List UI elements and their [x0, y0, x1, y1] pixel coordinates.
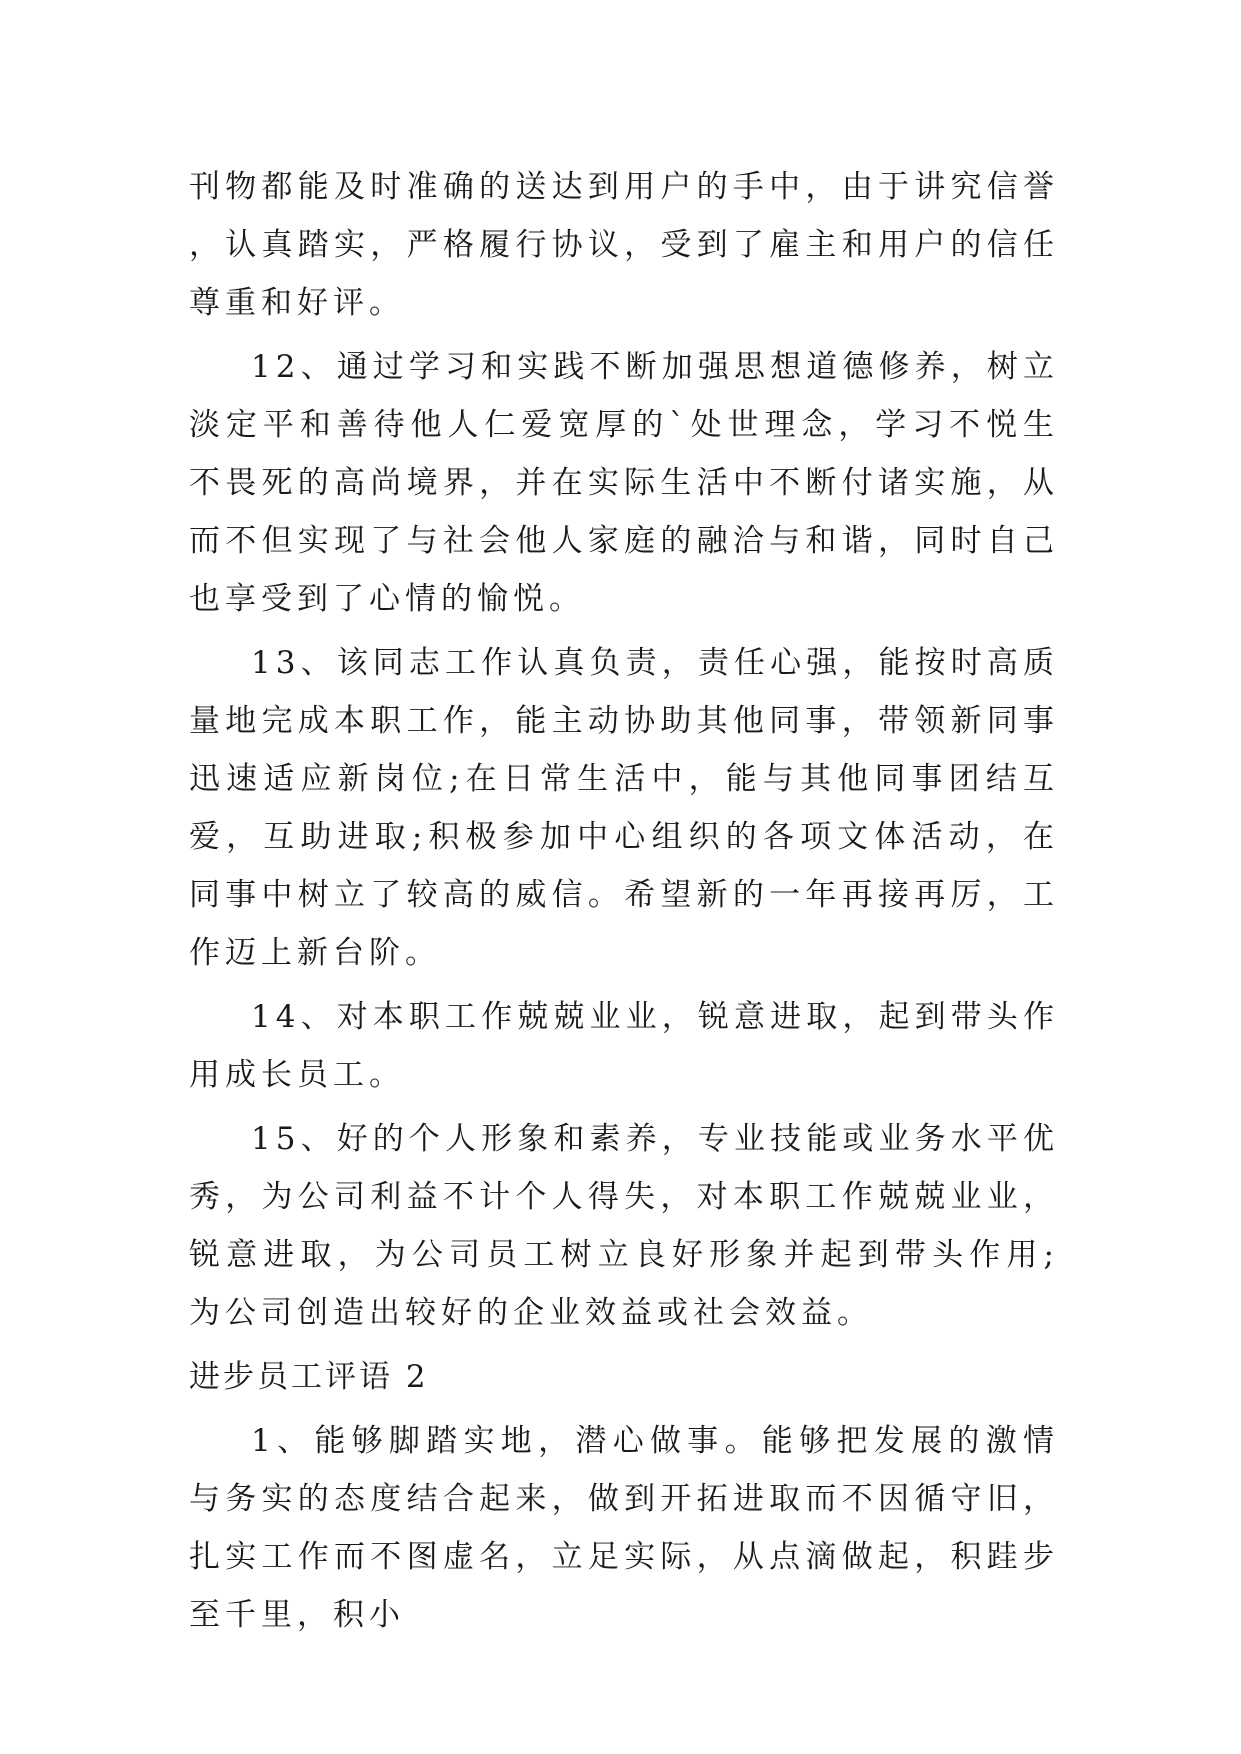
- paragraph-item-12: 12、通过学习和实践不断加强思想道德修养，树立淡定平和善待他人仁爱宽厚的`处世理念，学习不悦生不畏死的高尚境界，并在实际生活中不断付诸实施，从而不但实现了与社会他人家庭的融洽与和谐，同时自己也享受到了心情的愉悦。: [189, 349, 1059, 617]
- paragraph-item-1: 1、能够脚踏实地，潜心做事。能够把发展的激情与务实的态度结合起来，做到开拓进取而不因循守旧，扎实工作而不图虚名，立足实际，从点滴做起，积跬步至千里，积小: [189, 1423, 1059, 1633]
- document-body: [189, 158, 1059, 1644]
- paragraph-item-14: 14、对本职工作兢兢业业，锐意进取，起到带头作用成长员工。: [189, 999, 1059, 1093]
- paragraph-item-13: 13、该同志工作认真负责，责任心强，能按时高质量地完成本职工作，能主动协助其他同事，带领新同事迅速适应新岗位;在日常生活中，能与其他同事团结互爱，互助进取;积极参加中心组织的各项文体活动，在同事中树立了较高的威信。希望新的一年再接再厉，工作迈上新台阶。: [189, 645, 1059, 971]
- section-title: 进步员工评语 2: [189, 1359, 429, 1395]
- paragraph-item-15: 15、好的个人形象和素养，专业技能或业务水平优秀，为公司利益不计个人得失，对本职工作兢兢业业，锐意进取，为公司员工树立良好形象并起到带头作用;为公司创造出较好的企业效益或社会效益。: [189, 1121, 1059, 1331]
- paragraph-continuation: 刊物都能及时准确的送达到用户的手中，由于讲究信誉，认真踏实，严格履行协议，受到了雇主和用户的信任尊重和好评。: [189, 169, 1059, 321]
